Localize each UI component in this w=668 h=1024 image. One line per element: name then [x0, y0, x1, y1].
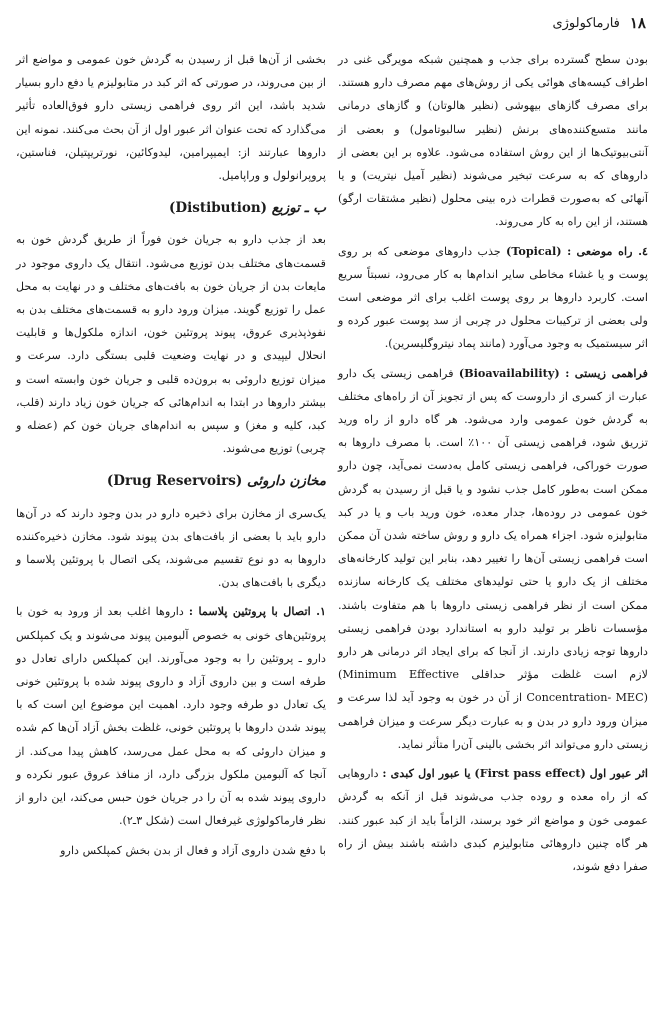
right-column	[338, 48, 648, 884]
topical-heading: ٤. راه موضعی	[576, 243, 648, 258]
first-pass-heading-en: (First pass effect)	[474, 766, 586, 781]
bioavailability-heading-en: (Bioavailability) :	[458, 365, 570, 380]
bioavailability-text-2: از آن در خون به وجود آید لذا سرعت و میزان ورود دارو در بدن و به عبارت دیگر سرعت و میزان فراهمی زیستی دارو می‌تواند اثر بخشی بالینی آن‌را متأثر نماید.	[338, 691, 648, 751]
reservoirs-heading-fa: مخازن داروئی	[246, 473, 326, 490]
first-pass-heading-2: یا عبور اول کبدی :	[382, 766, 471, 781]
paragraph-topical	[338, 240, 648, 356]
page-number: ۱۸	[629, 14, 646, 32]
bioavailability-text: فراهمی زیستی یک دارو عبارت از کسری از داروست که پس از تجویز آن از راه‌های مختلف به گردش خون عمومی وارد می‌شود. هر گاه دارو از راه ورید تزریق شود، فراهمی زیستی آن ۱۰۰٪ است. با مصرف داروها به صورت خوراکی، فراهمی زیستی کامل به‌دست نمی‌آید، چون دارو ممکن است به‌طور کامل جذب نشود و یا قبل از رسیدن به گردش خون عمومی در روده‌ها، جدار معده، خون ورید باب و یا در کبد متابولیزه شود. اجزاء همراه یک دارو و روش ساخته شدن آن ممکن است فراهمی زیستی آن‌ها را تغییر دهد، بنابر این تولید کارخانه‌های مختلف از یک دارو یا حتی تولیدهای مختلف یک کارخانه سازنده ممکن است از نظر فراهمی زیستی داروها با هم متفاوت باشند. مؤسسات ناظر بر تولید دارو به استاندارد بودن فراهمی زیستی داروها توجه زیادی دارند. از آنجا که برای ایجاد اثر درمانی هر دارو لازم است غلظت مؤثر حداقلی	[338, 366, 648, 682]
distribution-heading-fa: ب ـ توزیع	[271, 200, 326, 217]
reservoirs-heading	[16, 470, 326, 493]
distribution-heading	[16, 197, 326, 220]
paragraph-distribution: بعد از جذب دارو به جریان خون فوراً از طریق گردش خون به قسمت‌های مختلف بدن توزیع می‌شود. انتقال یک داروی موجود در مایعات بدن از جریان خون به بافت‌های مختلف و در نهایت به محل عمل را توزیع گویند. میزان ورود دارو به قسمت‌های مختلف بدن به نفوذپذیری عروق، پیوند پروتئین خون، اندازه ملکول‌ها و قابلیت انحلال لیپیدی و در نهایت وضعیت قلبی بستگی دارد. سرعت و میزان توزیع داروئی به برون‌ده قلبی و جریان خون وابسته است و بیشتر داروها در ابتدا به اندام‌هائی که جریان خون زیاد دارند (قلب، کبد، کلیه و مغز) و سپس به اندام‌های جریان خون کم (عضله و چربی) توزیع می‌شوند.	[16, 233, 326, 456]
first-pass-heading: اثر عبور اول	[589, 766, 649, 781]
first-pass-text: داروهایی که از راه معده و روده جذب می‌شوند قبل از آنکه به گردش عمومی خون و مواضع اثر خود برسند، الزاماً باید از کبد عبور کنند. هر گاه چنین داروهائی متابولیزم کبدی داشته باشند بیش از راه صفرا دفع شوند،	[338, 767, 648, 873]
paragraph-last-line: با دفع شدن داروی آزاد و فعال از بدن بخش کمپلکس دارو	[60, 843, 326, 857]
left-column	[16, 48, 326, 868]
paragraph-plasma-binding	[16, 600, 326, 832]
bioavailability-heading: فراهمی زیستی	[574, 365, 648, 380]
distribution-heading-en: (Distibution)	[169, 200, 268, 217]
page-header	[22, 12, 646, 34]
plasma-binding-text: داروها اغلب بعد از ورود به خون با پروتئین‌های خونی به خصوص آلبومین پیوند می‌شوند و یک کمپلکس دارو ـ پروتئین را به وجود می‌آورند. این کمپلکس دارای تعادل دو طرفه است و بین داروی آزاد و داروی پیوند شده با پروتئین خونی یک تعادل دو طرفه وجود دارد. اهمیت این موضوع این است که با پیوند شدن داروها با پروتئین خونی، غلظت بخش آزاد آن‌ها کم شده و میزان داروئی که به محل عمل می‌رسد، کاهش پیدا می‌کند. از آنجا که آلبومین ملکول بزرگی دارد، از منافذ عروق عبور نکرده و داروی پیوند شده به آن را در جریان خون حبس می‌کند، این دارو از نظر فارماکولوژی غیرفعال است (شکل ۳ـ۲).	[16, 605, 326, 828]
topical-text: جذب داروهای موضعی که بر روی پوست و یا غشاء مخاطی سایر اندام‌ها به کار می‌رود، نسبتاً سریع است. کاربرد داروها بر روی پوست اغلب برای اثر موضعی است ولی بعضی از ترکیبات محلول در چربی از سد پوست عبور کرده و اثر سیستمیک به وجود می‌آورد (مانند پماد نیتروگلیسرین).	[338, 244, 648, 351]
paragraph-first-pass-cont: بخشی از آن‌ها قبل از رسیدن به گردش خون عمومی و مواضع اثر از بین می‌روند، در صورتی که اثر کبد در متابولیزم یا دفع دارو بسیار شدید باشد، این اثر روی فراهمی زیستی دارو فوق‌العاده تأثیر می‌گذارد که تحت عنوان اثر عبور اول از آن بحث می‌کنند. نمونه این داروها عبارتند از: ایمیپرامین، لیدوکائین، نورتریپتیلن، فناستین، پروپرانولول و وراپامیل.	[16, 53, 326, 183]
running-title: فارماکولوژی	[552, 15, 620, 31]
paragraph-reservoirs: یک‌سری از مخازن برای ذخیره دارو در بدن وجود دارند که در آن‌ها دارو باید با بعضی از بافت‌های بدن پیوند شود. مخازن ذخیره‌کننده داروها به دو نوع تقسیم می‌شوند، یکی اتصال با پروتئین پلاسما و دیگری با بافت‌های بدن.	[16, 506, 326, 590]
paragraph-inhalation: بودن سطح گسترده برای جذب و همچنین شبکه مویرگی غنی در اطراف کیسه‌های هوائی یکی از روش‌های مهم مصرف دارو هستند. برای مصرف گازهای بیهوشی (نظیر هالوتان) و گازهای درمانی مانند متسع‌کننده‌های برنش (نظیر سالبوتامول) و بعضی از آنتی‌بیوتیک‌ها از این روش استفاده می‌شود. علاوه بر این بعضی از داروهای که به سرعت تبخیر می‌شوند (نظیر آمیل نیتریت) و یا آنهائی که به‌صورت قطرات ذره بینی محلول (نظیر مشتقات ارگو) هستند، از این راه به کار می‌روند.	[338, 53, 648, 229]
plasma-binding-heading: ۱. اتصال با پروتئین پلاسما :	[188, 604, 327, 619]
reservoirs-heading-en: (Drug Reservoirs)	[106, 473, 243, 490]
topical-heading-en: (Topical) :	[506, 243, 572, 258]
paragraph-bioavailability	[338, 362, 648, 756]
paragraph-first-pass	[338, 762, 648, 878]
mec-term-en: (Minimum Effective Concentration- MEC)	[338, 668, 648, 705]
